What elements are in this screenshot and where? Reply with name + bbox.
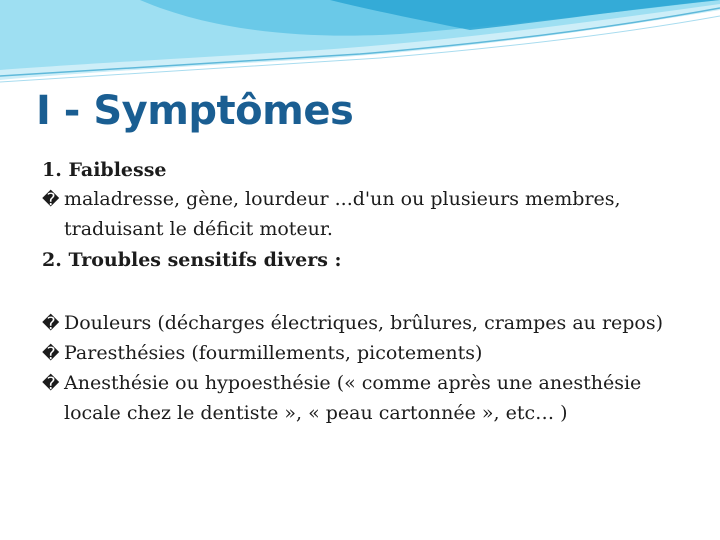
bullet-item xyxy=(42,339,682,369)
bullet-marker-icon: � xyxy=(42,314,60,334)
bullet-text: Anesthésie ou hypoesthésie (« comme après une anesthésie locale chez le dentiste », « peau cartonnée », etc… ) xyxy=(64,372,642,424)
bullet-text: maladresse, gène, lourdeur ...d'un ou plusieurs membres, traduisant le déficit moteur. xyxy=(64,188,621,240)
section-heading-troubles-sensitifs: 2. Troubles sensitifs divers : xyxy=(42,249,342,271)
section-heading-faiblesse: 1. Faiblesse xyxy=(42,159,167,181)
bullet-marker-icon: � xyxy=(42,374,60,394)
bullet-text: Paresthésies (fourmillements, picotements) xyxy=(64,342,483,364)
bullet-item xyxy=(42,309,682,339)
slide-content xyxy=(42,156,682,428)
bullet-marker-icon: � xyxy=(42,344,60,364)
bullet-item xyxy=(42,369,682,428)
slide-title: I - Symptômes xyxy=(36,88,354,134)
header-wave-decoration xyxy=(0,0,720,90)
bullet-text: Douleurs (décharges électriques, brûlures, crampes au repos) xyxy=(64,312,664,334)
bullet-marker-icon: � xyxy=(42,190,60,210)
bullet-item xyxy=(42,185,682,244)
